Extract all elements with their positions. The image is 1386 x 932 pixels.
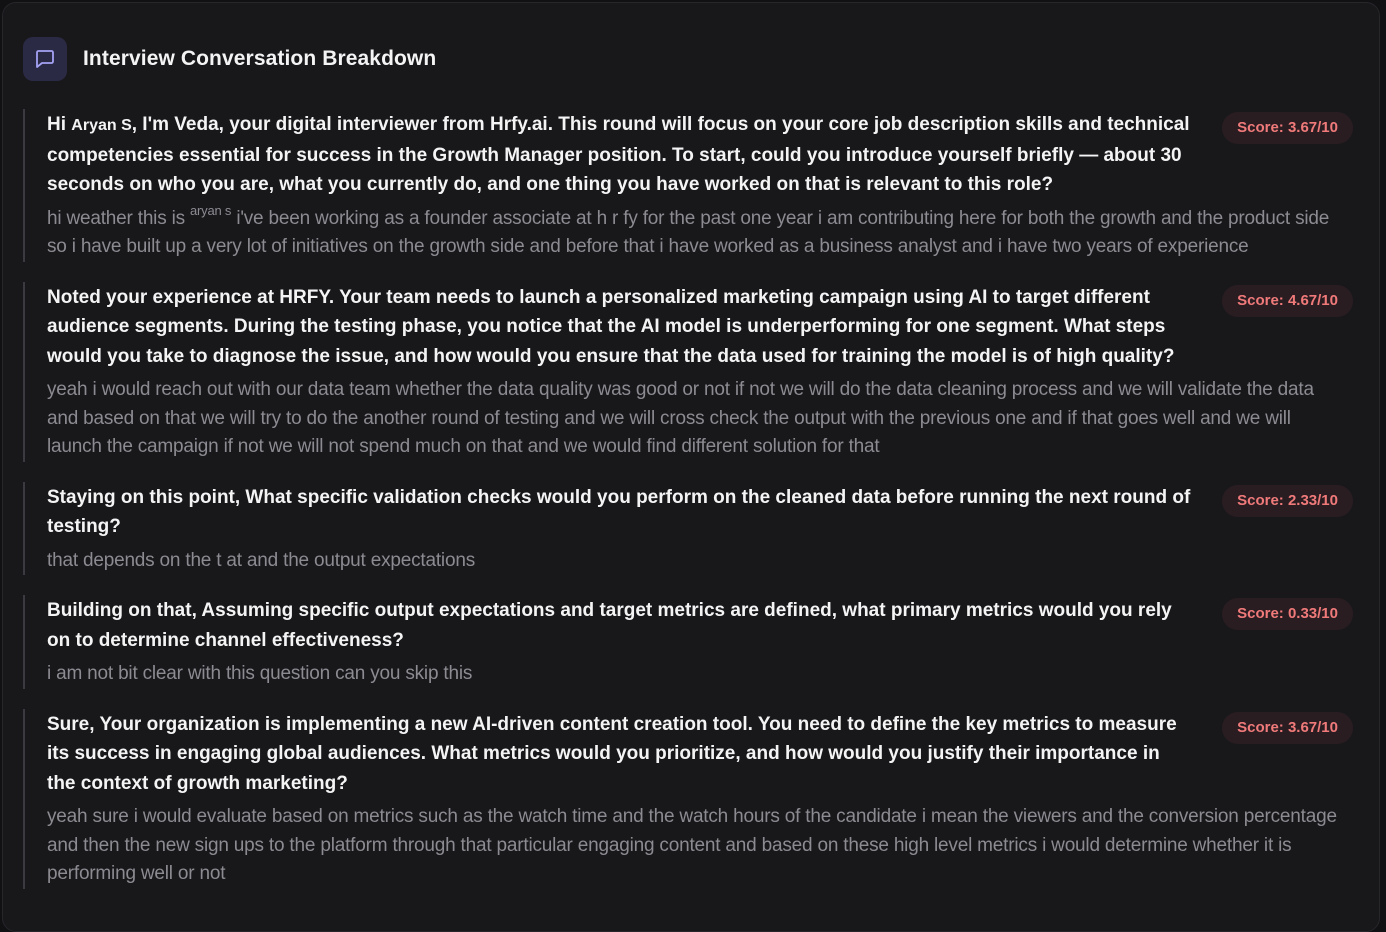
answer-text: that depends on the t at and the output expectations bbox=[47, 549, 475, 571]
question-text: Building on that, Assuming specific output expectations and target metrics are defined, what primary metrics would you rely on to determine channel effectiveness? bbox=[47, 600, 1172, 651]
conversation-item bbox=[23, 482, 1353, 576]
conversation-panel bbox=[2, 2, 1380, 932]
question-text: Sure, Your organization is implementing a new AI-driven content creation tool. You need to define the key metrics to measure its success in engaging global audiences. What metrics would you prioritize, and how would you justify their importance in the context of growth marketing? bbox=[47, 713, 1177, 794]
panel-header bbox=[23, 37, 436, 81]
message-square-icon bbox=[23, 37, 67, 81]
answer-text: yeah i would reach out with our data team whether the data quality was good or not if not we will do the data cleaning process and we will validate the data and based on that we will try to do the another round of testing and we will cross check the output with the previous one and if that goes well and we will launch the campaign if not we will not spend much on that and we would find different solution for that bbox=[47, 379, 1314, 457]
conversation-item bbox=[23, 595, 1353, 689]
score-badge: Score: 3.67/10 bbox=[1222, 712, 1353, 744]
question-text: Noted your experience at HRFY. Your team needs to launch a personalized marketing campaign using AI to target different audience segments. During the testing phase, you notice that the AI model is underperforming for one segment. What steps would you take to diagnose the issue, and how would you ensure that the data used for training the model is of high quality? bbox=[47, 286, 1175, 367]
answer-text: hi weather this is $^{aryan s}$ i've been working as a founder associate at h r fy for the past one year i am contributing here for both the growth and the product side so i have built up a very lot of initiatives on the growth side and before that i have worked as a business analyst and i have two years of experience bbox=[47, 202, 1330, 257]
answer-text: i am not bit clear with this question can you skip this bbox=[47, 663, 473, 684]
conversation-item bbox=[23, 282, 1353, 462]
score-badge: Score: 0.33/10 bbox=[1222, 598, 1353, 630]
answer-text: yeah sure i would evaluate based on metrics such as the watch time and the watch hours of the candidate i mean the viewers and the conversion percentage and then the new sign ups to the platform through that particular engaging content and based on these high level metrics i would determine whether it is performing well or not bbox=[47, 806, 1337, 884]
page-title: Interview Conversation Breakdown bbox=[83, 47, 437, 70]
candidate-name: Aryan S bbox=[71, 117, 132, 134]
score-badge: Score: 2.33/10 bbox=[1222, 485, 1353, 517]
conversation-list bbox=[23, 109, 1353, 909]
conversation-item bbox=[23, 709, 1353, 889]
candidate-name-tag: aryan s bbox=[190, 202, 232, 218]
score-badge: Score: 4.67/10 bbox=[1222, 285, 1353, 317]
question-text: Hi Aryan S, I'm Veda, your digital interviewer from Hrfy.ai. This round will focus on your core job description skills and technical competencies essential for success in the Growth Manager position. To start, could you introduce yourself briefly — about 30 seconds on who you are, what you currently do, and one thing you have worked on that is relevant to this role? bbox=[47, 114, 1190, 195]
conversation-item bbox=[23, 109, 1353, 262]
score-badge: Score: 3.67/10 bbox=[1222, 112, 1353, 144]
question-text: Staying on this point, What specific validation checks would you perform on the cleaned data before running the next round of testing? bbox=[47, 486, 1191, 537]
